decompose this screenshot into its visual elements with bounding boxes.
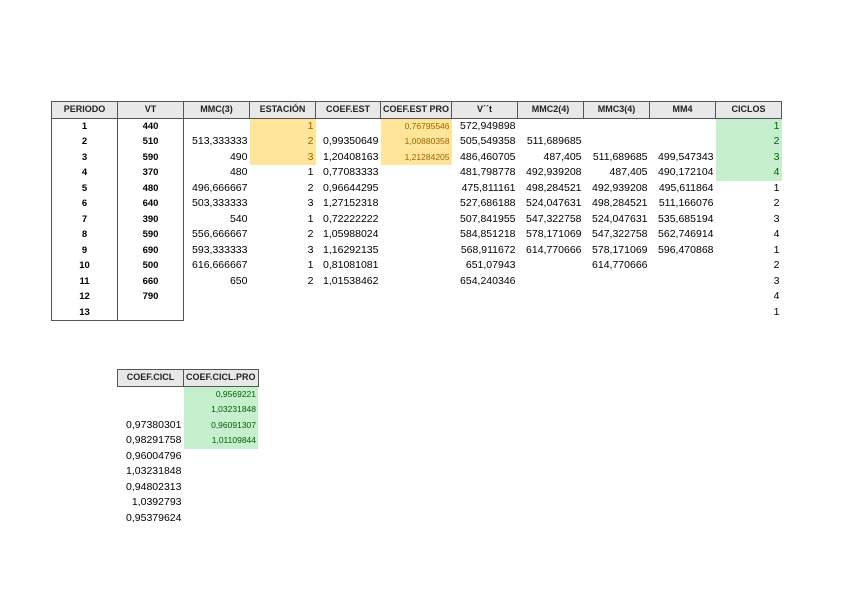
table-row	[52, 243, 782, 259]
table-cell	[518, 274, 584, 290]
table-row	[52, 305, 782, 321]
table-cell: 2	[307, 274, 314, 287]
table-cell	[650, 305, 716, 321]
table-cell	[250, 305, 316, 321]
table-row	[52, 274, 782, 290]
table-cell: 547,322758	[526, 212, 582, 225]
table-cell: 1	[307, 212, 314, 225]
table-cell	[316, 305, 381, 321]
table-cell: 0,81081081	[323, 259, 379, 272]
table-cell: 486,460705	[460, 150, 516, 163]
table-body	[52, 118, 782, 321]
table-cell	[118, 386, 184, 402]
table-row	[118, 511, 259, 527]
table-cell: 593,333333	[192, 243, 248, 256]
table-cell: 481,798778	[460, 166, 516, 179]
table-cell: 511,689685	[592, 150, 648, 163]
table-row	[52, 258, 782, 274]
table-cell: 503,333333	[192, 197, 248, 210]
table-cell: 562,746914	[658, 228, 714, 241]
table-cell: 499,547343	[658, 150, 714, 163]
table-cell: 1,03231848	[184, 402, 259, 418]
table-cell	[381, 289, 452, 305]
table-cell: 596,470868	[658, 243, 714, 256]
table-cell	[316, 289, 381, 305]
cycle-header-row	[118, 370, 259, 387]
table-cell: 0,9569221	[184, 386, 259, 402]
table-cell	[184, 480, 259, 496]
table-cell: 7	[52, 212, 118, 228]
table-cell: 572,949898	[460, 119, 516, 132]
table-row	[118, 464, 259, 480]
table-cell: 3	[773, 212, 780, 225]
table-cell	[584, 305, 650, 321]
table-row	[52, 181, 782, 197]
table-cell: 524,047631	[526, 197, 582, 210]
table-cell: 1	[52, 118, 118, 134]
table-cell: 527,686188	[460, 197, 516, 210]
table-cell	[381, 181, 452, 197]
table-cell: 568,911672	[460, 243, 516, 256]
table-cell: 790	[118, 289, 184, 305]
table-cell	[650, 289, 716, 305]
table-cell	[452, 289, 518, 305]
cycle-coefficient-table	[117, 369, 259, 526]
table-cell: 487,405	[543, 150, 582, 163]
table-cell: 0,99350649	[323, 135, 379, 148]
table-cell: 0,95379624	[126, 511, 182, 524]
table-cell	[650, 134, 716, 150]
table-cell: 3	[773, 274, 780, 287]
column-header: V´´t	[452, 102, 518, 119]
header-row	[52, 102, 782, 119]
table-cell	[381, 227, 452, 243]
table-row	[118, 402, 259, 418]
table-row	[52, 118, 782, 134]
table-cell: 511,166076	[658, 197, 714, 210]
table-cell: 1,05988024	[323, 228, 379, 241]
table-cell: 4	[716, 165, 782, 181]
table-cell: 475,811161	[461, 181, 516, 194]
table-cell	[381, 243, 452, 259]
column-header: MMC(3)	[184, 102, 250, 119]
table-row	[118, 433, 259, 449]
table-cell: 511,689685	[526, 135, 582, 148]
table-cell: 5	[52, 181, 118, 197]
table-cell: 0,76795546	[381, 118, 452, 134]
table-cell: 578,171069	[526, 228, 582, 241]
table-cell: 614,770666	[526, 243, 582, 256]
table-cell	[584, 118, 650, 134]
table-cell	[184, 289, 250, 305]
table-cell: 0,97380301	[126, 418, 182, 431]
table-cell	[184, 305, 250, 321]
table-cell	[118, 402, 184, 418]
table-cell: 1	[307, 166, 314, 179]
table-cell: 496,666667	[192, 181, 248, 194]
table-cell	[650, 118, 716, 134]
column-header: MMC3(4)	[584, 102, 650, 119]
table-cell: 8	[52, 227, 118, 243]
table-cell: 492,939208	[592, 181, 648, 194]
table-cell: 2	[307, 181, 314, 194]
table-cell	[118, 305, 184, 321]
table-cell	[584, 274, 650, 290]
table-cell	[381, 196, 452, 212]
table-cell: 513,333333	[192, 135, 248, 148]
table-cell: 507,841955	[460, 212, 516, 225]
column-header: VT	[118, 102, 184, 119]
table-cell: 480	[118, 181, 184, 197]
table-cell: 2	[52, 134, 118, 150]
table-cell: 490	[229, 150, 248, 163]
table-cell: 3	[716, 150, 782, 166]
table-cell: 498,284521	[526, 181, 582, 194]
table-cell: 370	[118, 165, 184, 181]
table-cell: 480	[229, 166, 248, 179]
table-cell: 654,240346	[460, 274, 516, 287]
table-cell: 498,284521	[592, 197, 648, 210]
table-cell	[381, 165, 452, 181]
table-cell: 3	[250, 150, 316, 166]
table-cell	[584, 289, 650, 305]
table-cell: 1,00880358	[381, 134, 452, 150]
table-row	[52, 196, 782, 212]
column-header: MMC2(4)	[518, 102, 584, 119]
column-header: COEF.CICL	[118, 370, 184, 387]
column-header: COEF.EST	[316, 102, 381, 119]
table-cell: 510	[118, 134, 184, 150]
table-cell	[381, 212, 452, 228]
table-cell: 540	[229, 212, 248, 225]
table-cell	[584, 134, 650, 150]
table-cell: 1,20408163	[323, 150, 379, 163]
table-row	[52, 227, 782, 243]
table-cell: 1,16292135	[323, 243, 379, 256]
table-cell: 0,96644295	[323, 181, 379, 194]
table-cell: 547,322758	[592, 228, 648, 241]
table-cell: 616,666667	[192, 259, 248, 272]
table-cell: 12	[52, 289, 118, 305]
cycle-table-body	[118, 386, 259, 526]
table-row	[118, 418, 259, 434]
table-row	[52, 165, 782, 181]
table-cell: 578,171069	[592, 243, 648, 256]
table-cell	[381, 258, 452, 274]
table-cell	[184, 118, 250, 134]
table-row	[118, 495, 259, 511]
table-cell: 556,666667	[192, 228, 248, 241]
table-cell: 0,96004796	[126, 449, 182, 462]
table-cell: 1	[716, 118, 782, 134]
table-cell: 1	[773, 243, 780, 256]
table-cell	[184, 495, 259, 511]
column-header: CICLOS	[716, 102, 782, 119]
table-cell: 1,01538462	[323, 274, 379, 287]
table-cell: 505,549358	[460, 135, 516, 148]
table-cell	[381, 305, 452, 321]
table-cell: 0,94802313	[126, 480, 182, 493]
table-row	[118, 480, 259, 496]
table-cell: 13	[52, 305, 118, 321]
table-cell: 4	[773, 290, 780, 303]
table-cell: 0,98291758	[126, 434, 182, 447]
table-cell: 440	[118, 118, 184, 134]
table-cell: 490,172104	[658, 166, 714, 179]
table-row	[118, 386, 259, 402]
table-cell: 0,77083333	[323, 166, 379, 179]
table-row	[52, 150, 782, 166]
table-cell: 487,405	[609, 166, 648, 179]
column-header: COEF.EST PRO	[381, 102, 452, 119]
table-cell: 640	[118, 196, 184, 212]
table-cell	[518, 289, 584, 305]
table-cell: 1	[773, 181, 780, 194]
column-header: MM4	[650, 102, 716, 119]
table-cell: 3	[307, 197, 314, 210]
table-row	[52, 289, 782, 305]
table-cell: 11	[52, 274, 118, 290]
table-cell: 690	[118, 243, 184, 259]
table-cell: 9	[52, 243, 118, 259]
table-cell: 590	[118, 150, 184, 166]
table-cell: 0,96091307	[184, 418, 259, 434]
table-row	[52, 212, 782, 228]
table-cell: 2	[307, 228, 314, 241]
table-cell: 2	[250, 134, 316, 150]
table-cell	[650, 258, 716, 274]
table-cell: 1	[250, 118, 316, 134]
table-cell: 10	[52, 258, 118, 274]
column-header: ESTACIÓN	[250, 102, 316, 119]
column-header: PERIODO	[52, 102, 118, 119]
table-cell	[650, 274, 716, 290]
table-cell: 1,0392793	[131, 496, 182, 509]
column-header: COEF.CICL.PRO	[184, 370, 259, 387]
table-cell	[518, 305, 584, 321]
table-cell	[381, 274, 452, 290]
table-cell: 390	[118, 212, 184, 228]
table-cell: 651,07943	[465, 259, 516, 272]
table-cell	[316, 118, 381, 134]
table-cell: 3	[307, 243, 314, 256]
table-cell: 660	[118, 274, 184, 290]
table-cell: 1,03231848	[126, 465, 182, 478]
table-cell: 1	[307, 259, 314, 272]
table-cell	[184, 449, 259, 465]
table-cell: 1,21284205	[381, 150, 452, 166]
table-cell	[452, 305, 518, 321]
table-cell: 535,685194	[658, 212, 714, 225]
table-cell: 614,770666	[592, 259, 648, 272]
table-cell: 0,72222222	[323, 212, 379, 225]
table-cell	[518, 258, 584, 274]
table-cell: 4	[773, 228, 780, 241]
table-cell: 584,851218	[460, 228, 516, 241]
table-cell: 1,27152318	[323, 197, 379, 210]
table-cell: 2	[773, 197, 780, 210]
table-cell: 650	[229, 274, 248, 287]
table-cell	[184, 511, 259, 527]
table-cell: 6	[52, 196, 118, 212]
table-cell: 500	[118, 258, 184, 274]
table-cell	[250, 289, 316, 305]
table-cell: 1	[773, 306, 780, 318]
table-row	[52, 134, 782, 150]
table-cell: 590	[118, 227, 184, 243]
table-cell: 495,611864	[658, 181, 714, 194]
forecast-table	[51, 101, 782, 321]
table-cell: 3	[52, 150, 118, 166]
table-row	[118, 449, 259, 465]
table-cell: 1,01109844	[184, 433, 259, 449]
table-cell: 4	[52, 165, 118, 181]
table-cell	[184, 464, 259, 480]
table-cell	[518, 118, 584, 134]
table-cell: 492,939208	[526, 166, 582, 179]
table-cell: 2	[716, 134, 782, 150]
table-cell: 524,047631	[592, 212, 648, 225]
table-cell: 2	[773, 259, 780, 272]
